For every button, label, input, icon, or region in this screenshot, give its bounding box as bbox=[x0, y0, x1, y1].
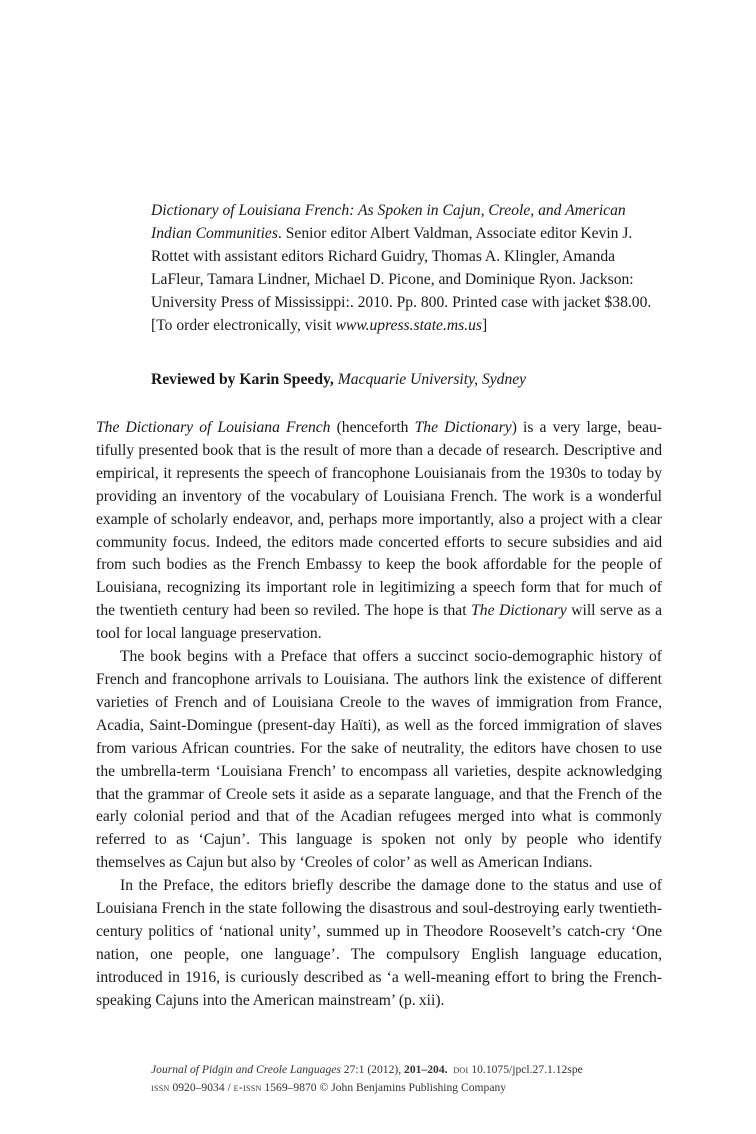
reviewer-name: Karin Speedy, bbox=[239, 371, 334, 388]
p1-text-f: will serve as a tool for local language preservation. bbox=[96, 602, 662, 643]
page-footer bbox=[151, 1061, 661, 1097]
p1-title-short-2: The Dictionary bbox=[471, 602, 567, 620]
p1-text-b: (henceforth bbox=[330, 419, 415, 436]
book-title: Dictionary of Louisiana French: As Spoken in Cajun, Creole, and American Indian Communities bbox=[151, 202, 626, 242]
eissn-label: e-issn bbox=[233, 1081, 262, 1094]
citation-text bbox=[151, 199, 661, 337]
paragraph-2: The book begins with a Preface that offers a succinct socio-demographic history of French and francophone arrivals to Louisiana. The authors link the existence of different varieties of French and of Louisiana Creole to the waves of immigration from France, Acadia, Saint-Domingue (present-day Haïti), as well as the forced immigration of slaves from various African countries. For the sake of neutrality, the editors have chosen to use the umbrella-term ‘Louisiana French’ to encompass all varieties, despite acknowledging that the grammar of Creole sets it aside as a separate language, and that the French of the early colonial period and that of the Acadian refugees merged into what is commonly referred to as ‘Cajun’. This language is spoken not only by people who identify themselves as Cajun but also by ‘Creoles of color’ as well as American Indians. bbox=[96, 648, 662, 872]
review-body bbox=[96, 417, 662, 1013]
p1-title: The Dictionary of Louisiana French bbox=[96, 419, 331, 436]
issn-label: issn bbox=[151, 1081, 170, 1094]
journal-name: Journal of Pidgin and Creole Languages bbox=[151, 1063, 341, 1076]
review-citation bbox=[151, 199, 661, 337]
reviewer-prefix: Reviewed by bbox=[151, 371, 236, 388]
p1-title-short: The Dictionary bbox=[414, 419, 512, 436]
paragraph-1 bbox=[96, 417, 662, 646]
citation-close: ] bbox=[481, 317, 488, 334]
reviewer-line bbox=[151, 368, 661, 391]
paragraph-3: In the Preface, the editors briefly describe the damage done to the status and use of Louisiana French in the state following the disastrous and soul-destroying early twentieth-century politics of ‘national unity’, summed up in Theodore Roosevelt’s catch-cry ‘One nation, one people, one language’. The compulsory English language education, introduced in 1916, is curiously described as ‘a well-meaning effort to bring the French-speaking Cajuns into the American mainstream’ (p. xii). bbox=[96, 877, 662, 1009]
doi-value: 10.1075/jpcl.27.1.12spe bbox=[468, 1063, 583, 1076]
footer-line-1 bbox=[151, 1061, 661, 1079]
p1-text-d: ) is a very large, beautifully presented book that is the result of more than a decade of research. Descriptive and empirical, it represents the speech of francophone Louisianais from the 1930s to today by providing an inventory of the vocabulary of Louisiana French. The work is a wonderful example of scholarly endeavor, and, perhaps more importantly, also a project with a clear community focus. Indeed, the editors made concerted efforts to secure subsidies and aid from such bodies as the French Embassy to keep the book affordable for the people of Louisiana, recognizing its important role in legitimizing a speech form that for much of the twentieth century had been so reviled. The hope is that bbox=[96, 419, 662, 620]
citation-details: . Senior editor Albert Valdman, Associate editor Kevin J. Rottet with assistant editors Richard Guidry, Thomas A. Klingler, Amanda LaFleur, Tamara Lindner, Michael D. Picone, and Dominique Ryon. Jackson: University Press of Mississippi:. 2010. Pp. 800. Printed case with jacket $38.00. [To order electronically, visit bbox=[151, 225, 652, 334]
footer-line-2 bbox=[151, 1079, 661, 1097]
issn-value: 0920–9034 / bbox=[169, 1081, 234, 1094]
eissn-value: 1569–9870 © John Benjamins Publishing Company bbox=[261, 1081, 507, 1094]
order-url: www.upress.state.ms.us bbox=[335, 317, 482, 334]
doi-label: doi bbox=[453, 1063, 469, 1076]
journal-pages: 201–204. bbox=[404, 1063, 448, 1076]
journal-volume: 27:1 (2012), bbox=[340, 1063, 405, 1076]
reviewer-affiliation: Macquarie University, Sydney bbox=[337, 371, 527, 388]
